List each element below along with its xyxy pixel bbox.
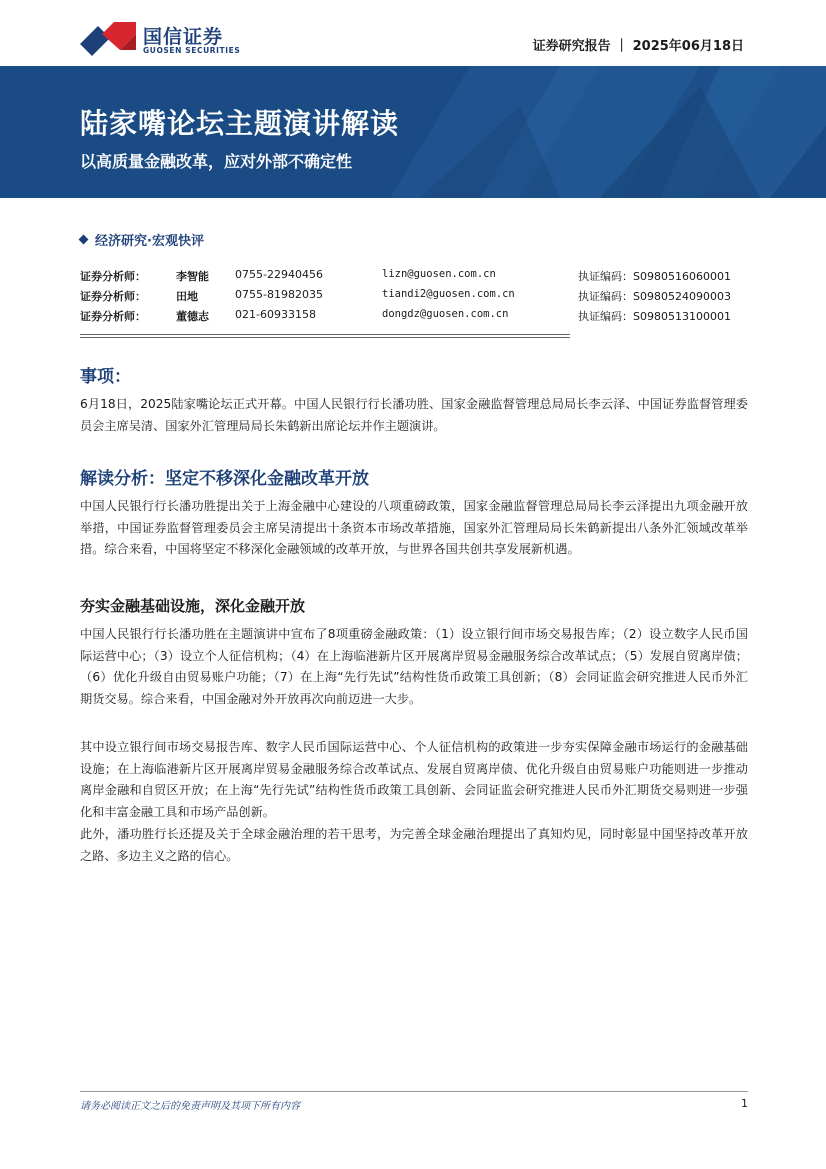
analyst-email[interactable]: tiandi2@guosen.com.cn [382,288,515,300]
analyst-name: 董德志 [176,310,209,323]
event-paragraph: 6月18日，2025陆家嘴论坛正式开幕。中国人民银行行长潘功胜、国家金融监督管理总局局长李云泽、中国证券监督管理委员会主席吴清、国家外汇管理局局长朱鹤新出席论坛并作主题演讲。 [80,397,748,433]
logo-text-cn: 国信证券 [143,26,224,48]
analyst-row [80,288,750,308]
divider [80,334,570,335]
footer-divider [80,1091,748,1092]
page-header [0,0,826,66]
event-heading: 事项： [80,367,131,387]
analyst-row [80,308,750,328]
analyst-row [80,268,750,288]
page-number: 1 [741,1097,748,1110]
sub-heading: 夯实金融基础设施，深化金融开放 [80,597,306,615]
category-label: 经济研究·宏观快评 [95,234,204,249]
analysis-paragraph: 中国人民银行行长潘功胜提出关于上海金融中心建设的八项重磅政策，国家金融监督管理总局局长李云泽提出九项金融开放举措，中国证券监督管理委员会主席吴清提出十条资本市场改革措施，国家外汇管理局局长朱鹤新提出八条外汇领域改革举措。综合来看，中国将坚定不移深化金融领域的改革开放，与世界各国共创共享发展新机遇。 [80,499,748,557]
body-paragraph-1: 中国人民银行行长潘功胜在主题演讲中宣布了8项重磅金融政策：（1）设立银行间市场交易报告库；（2）设立数字人民币国际运营中心；（3）设立个人征信机构；（4）在上海临港新片区开展离岸贸易金融服务综合改革试点；（5）发展自贸离岸债；（6）优化升级自由贸易账户功能；（7）在上海“先行先试”结构性货币政策工具创新；（8）会同证监会研究推进人民币外汇期货交易。综合来看，中国金融对外开放再次向前迈进一大步。 [80,627,748,706]
body-paragraph-3: 此外，潘功胜行长还提及关于全球金融治理的若干思考，为完善全球金融治理提出了真知灼见，同时彰显中国坚持改革开放之路、多边主义之路的信心。 [80,827,748,863]
title-banner [0,66,826,198]
analyst-name: 田地 [176,290,198,303]
analyst-cert: 执证编码：S0980513100001 [578,310,731,323]
analyst-label: 证券分析师： [80,310,146,323]
report-type-date: 证券研究报告 ｜ 2025年06月18日 [532,39,744,54]
footer-disclaimer: 请务必阅读正文之后的免责声明及其项下所有内容 [80,1101,300,1112]
analyst-phone: 021-60933158 [235,308,316,321]
analyst-name: 李智能 [176,270,209,283]
guosen-logo-icon [80,22,136,56]
analyst-email[interactable]: dongdz@guosen.com.cn [382,308,509,320]
analyst-phone: 0755-22940456 [235,268,323,281]
analyst-list [80,268,750,328]
analyst-email[interactable]: lizn@guosen.com.cn [382,268,496,280]
diamond-icon [79,235,89,245]
analysis-heading: 解读分析：坚定不移深化金融改革开放 [80,469,369,489]
analyst-cert: 执证编码：S0980524090003 [578,290,731,303]
body-paragraph-2: 其中设立银行间市场交易报告库、数字人民币国际运营中心、个人征信机构的政策进一步夯实保障金融市场运行的金融基础设施；在上海临港新片区开展离岸贸易金融服务综合改革试点、发展自贸离岸债、优化升级自由贸易账户功能则进一步推动离岸金融和自贸区开放；在上海“先行先试”结构性货币政策工具创新、会同证监会研究推进人民币外汇期货交易则进一步强化和丰富金融工具和市场产品创新。 [80,740,748,819]
report-subtitle: 以高质量金融改革，应对外部不确定性 [80,152,353,171]
logo-text-en: GUOSEN SECURITIES [143,46,241,55]
analyst-cert: 执证编码：S0980516060001 [578,270,731,283]
analyst-phone: 0755-81982035 [235,288,323,301]
analyst-label: 证券分析师： [80,290,146,303]
divider [80,337,570,338]
report-title: 陆家嘴论坛主题演讲解读 [80,107,400,140]
report-category [80,230,204,249]
analyst-label: 证券分析师： [80,270,146,283]
